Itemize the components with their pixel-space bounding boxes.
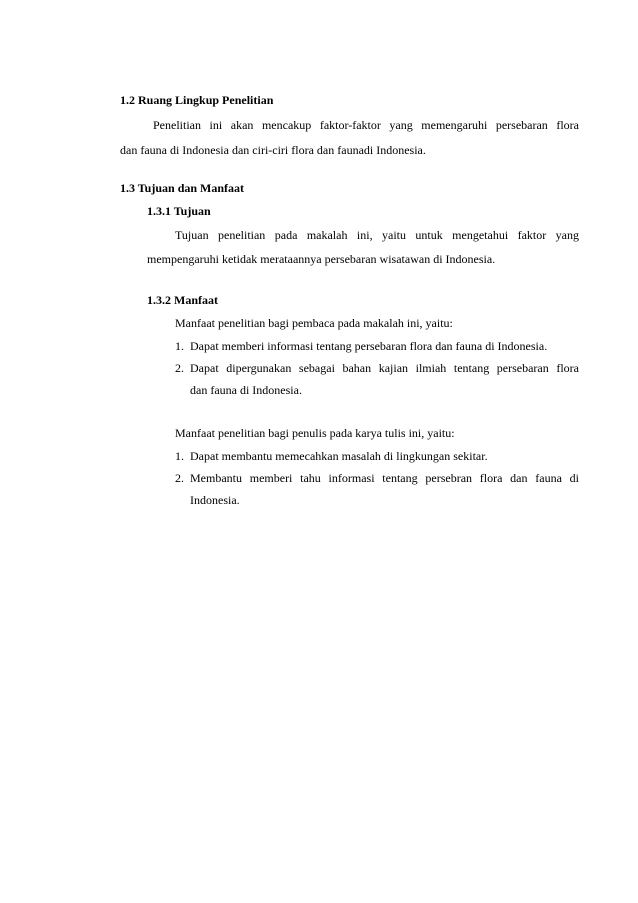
list-number: 1.	[175, 449, 184, 463]
list-number: 2.	[175, 361, 184, 375]
section-heading-1-2: 1.2 Ruang Lingkup Penelitian	[120, 93, 274, 107]
list-number: 1.	[175, 339, 184, 353]
list-item	[175, 360, 579, 404]
section-1-2-para-line-2: dan fauna di Indonesia dan ciri-ciri flora dan faunadi Indonesia.	[120, 143, 426, 157]
writer-benefit-intro: Manfaat penelitian bagi penulis pada karya tulis ini, yaitu:	[175, 426, 455, 440]
list-number: 2.	[175, 471, 184, 485]
list-item-text-continued: Indonesia.	[190, 493, 240, 507]
section-heading-1-3: 1.3 Tujuan dan Manfaat	[120, 181, 245, 195]
subsection-heading-1-3-2: 1.3.2 Manfaat	[147, 293, 218, 307]
list-item	[175, 470, 579, 514]
section-1-2-para-line-1: Penelitian ini akan mencakup faktor-faktor yang memengaruhi persebaran flora	[153, 118, 579, 132]
list-item-text: Dapat memberi informasi tentang persebaran flora dan fauna di Indonesia.	[190, 339, 548, 353]
list-item-text: Dapat membantu memecahkan masalah di lingkungan sekitar.	[190, 449, 488, 463]
reader-benefit-intro: Manfaat penelitian bagi pembaca pada makalah ini, yaitu:	[175, 316, 453, 330]
list-item-text: Membantu memberi tahu informasi tentang persebran flora dan fauna di	[190, 471, 579, 485]
subsection-1-3-1-para-line-1: Tujuan penelitian pada makalah ini, yaitu untuk mengetahui faktor yang	[175, 228, 579, 242]
list-item-text-continued: dan fauna di Indonesia.	[190, 383, 302, 397]
subsection-1-3-1-para-line-2: mempengaruhi ketidak merataannya persebaran wisatawan di Indonesia.	[147, 252, 496, 266]
subsection-heading-1-3-1: 1.3.1 Tujuan	[147, 204, 211, 218]
list-item-text: Dapat dipergunakan sebagai bahan kajian ilmiah tentang persebaran flora	[190, 361, 579, 375]
list-item	[175, 448, 579, 466]
list-item	[175, 338, 579, 356]
